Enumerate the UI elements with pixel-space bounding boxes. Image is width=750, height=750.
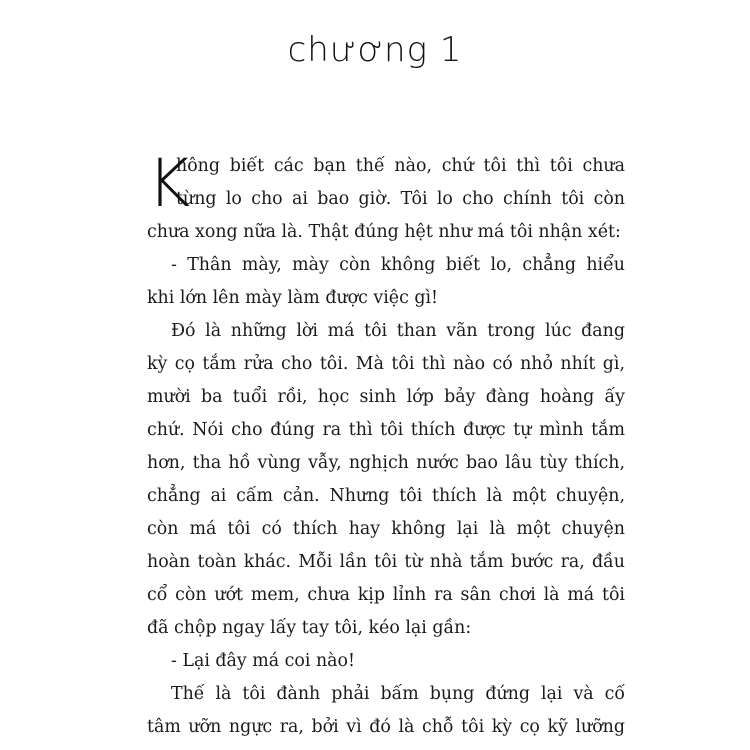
text-line: từng lo cho ai bao giờ. Tôi lo cho chính tôi còn (176, 189, 625, 209)
text-line: chứ. Nói cho đúng ra thì tôi thích được tự mình tắm (147, 420, 625, 440)
text-line: khi lớn lên mày làm được việc gì! (147, 288, 439, 308)
text-line: chưa xong nữa là. Thật đúng hệt như má tôi nhận xét: (147, 222, 621, 242)
text-line: hoàn toàn khác. Mỗi lần tôi từ nhà tắm bước ra, đầu (147, 552, 625, 572)
text-line: cổ còn ướt mem, chưa kịp lỉnh ra sân chơi là má tôi (147, 585, 625, 605)
paragraph-start: Thế là tôi đành phải bấm bụng đứng lại và cố (171, 684, 625, 704)
text-line: hông biết các bạn thế nào, chứ tôi thì tôi chưa (176, 156, 625, 176)
text-line: kỳ cọ tắm rửa cho tôi. Mà tôi thì nào có nhỏ nhít gì, (147, 354, 625, 374)
paragraph-start: Đó là những lời má tôi than vãn trong lúc đang (171, 321, 625, 341)
chapter-title: chương 1 (287, 30, 463, 70)
text-line: đã chộp ngay lấy tay tôi, kéo lại gần: (147, 618, 472, 638)
dialogue-line: - Thân mày, mày còn không biết lo, chẳng hiểu (171, 255, 625, 275)
dialogue-line: - Lại đây má coi nào! (171, 651, 355, 671)
drop-cap: K (147, 145, 191, 222)
text-line: mười ba tuổi rồi, học sinh lớp bảy đàng hoàng ấy (147, 387, 625, 407)
chapter-body (147, 145, 625, 744)
text-line: chẳng ai cấm cản. Nhưng tôi thích là một chuyện, (147, 486, 625, 506)
text-line: hơn, tha hồ vùng vẫy, nghịch nước bao lâu tùy thích, (147, 453, 625, 473)
text-line: còn má tôi có thích hay không lại là một chuyện (147, 519, 625, 539)
opening-paragraph-start (147, 145, 625, 222)
text-line: tâm ưỡn ngực ra, bởi vì đó là chỗ tôi kỳ cọ kỹ lưỡng (147, 717, 625, 737)
